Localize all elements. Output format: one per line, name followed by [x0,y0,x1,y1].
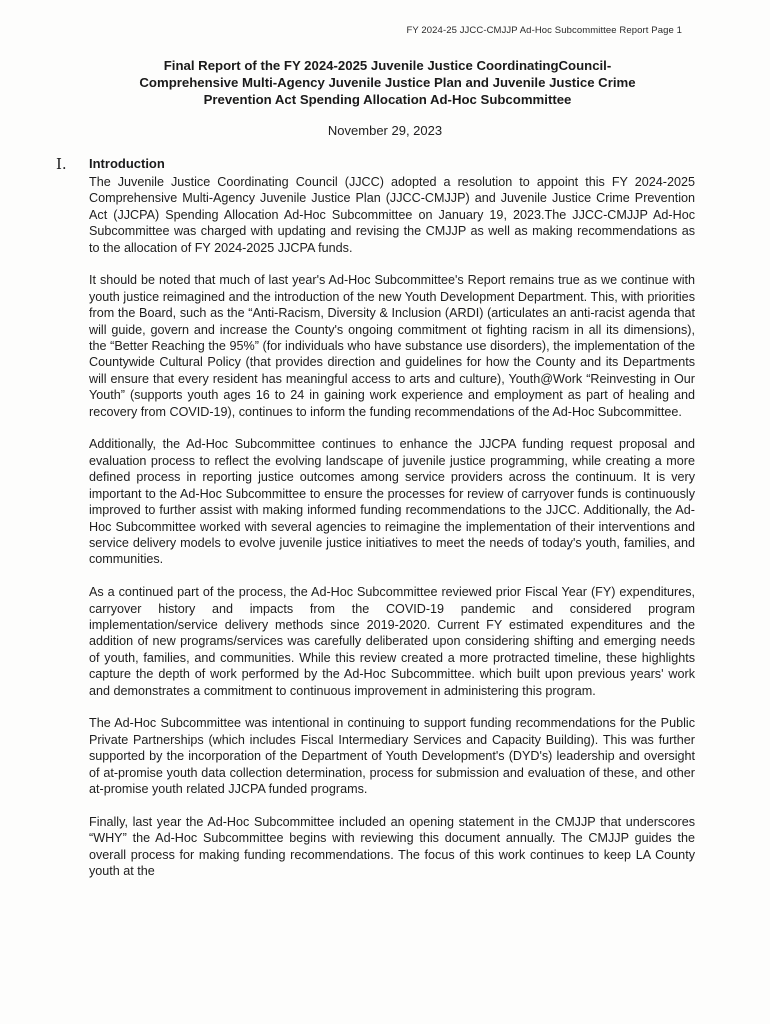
report-date: November 29, 2023 [327,123,443,138]
title-line-3: Prevention Act Spending Allocation Ad-Hoc Subcommittee [203,92,572,107]
section-numeral: I. [56,155,67,173]
paragraph: Additionally, the Ad-Hoc Subcommittee continues to enhance the JJCPA funding request proposal and evaluation process to reflect the evolving landscape of juvenile justice programming, while creating a more defined process in reporting justice outcomes among service providers across the continuum. It is very important to the Ad-Hoc Subcommittee to ensure the processes for review of carryover funds is continuously improved to further assist with making informed funding recommendations to the JJCC. Additionally, the Ad-Hoc Subcommittee worked with several agencies to reimagine the implementation of their interventions and service delivery models to evolve juvenile justice initiatives to meet the needs of today's youth, families, and communities. [89,437,695,567]
section-title: Introduction [89,156,165,171]
paragraph: The Juvenile Justice Coordinating Council (JJCC) adopted a resolution to appoint this FY 2024-2025 Comprehensive Multi-Agency Juvenile Justice Plan (JJCC-CMJJP) and Juvenile Justice Crime Prevention Act (JJCPA) Spending Allocation Ad-Hoc Subcommittee on January 19, 2023.The JJCC-CMJJP Ad-Hoc Subcommittee was charged with updating and revising the CMJJP as well as making recommendations as to the allocation of FY 2024-2025 JJCPA funds. [89,175,695,255]
paragraph: As a continued part of the process, the Ad-Hoc Subcommittee reviewed prior Fiscal Year (FY) expenditures, carryover history and impacts from the COVID-19 pandemic and considered program implementation/service delivery methods since 2019-2020. Current FY estimated expenditures and the addition of new programs/services was carefully deliberated upon considering shifting and emerging needs of youth, families, and communities. While this review created a more protracted timeline, these highlights capture the depth of work performed by the Ad-Hoc Subcommittee. which built upon previous years' work and demonstrates a commitment to continuous improvement in administering this program. [89,585,695,698]
report-title [100,57,675,108]
running-header: FY 2024-25 JJCC-CMJJP Ad-Hoc Subcommittee Report Page 1 [406,25,682,36]
title-line-1: Final Report of the FY 2024-2025 Juvenile Justice CoordinatingCouncil- [163,58,612,73]
paragraph: It should be noted that much of last year's Ad-Hoc Subcommittee's Report remains true as we continue with youth justice reimagined and the introduction of the new Youth Development Department. This, with priorities from the Board, such as the “Anti-Racism, Diversity & Inclusion (ARDI) (articulates an anti-racist agenda that will guide, govern and increase the County's ongoing commitment ot fighting racism in all its dimensions), the “Better Reaching the 95%” (for individuals who have substance use disorders), the implementation of the Countywide Cultural Policy (that provides direction and guidelines for how the County and its Departments will ensure that every resident has meaningful access to arts and culture), Youth@Work “Reinvesting in Our Youth” (supports youth ages 16 to 24 in gaining work experience and employment as part of healing and recovery from COVID-19), continues to inform the funding recommendations of the Ad-Hoc Subcommittee. [89,273,695,419]
title-line-2: Comprehensive Multi-Agency Juvenile Justice Plan and Juvenile Justice Crime [139,75,636,90]
paragraph: The Ad-Hoc Subcommittee was intentional in continuing to support funding recommendations for the Public Private Partnerships (which includes Fiscal Intermediary Services and Capacity Building). This was further supported by the incorporation of the Department of Youth Development's (DYD's) leadership and oversight of at-promise youth data collection determination, process for submission and evaluation of these, and other at-promise youth related JJCPA funded programs. [89,716,695,796]
paragraph: Finally, last year the Ad-Hoc Subcommittee included an opening statement in the CMJJP that underscores “WHY” the Ad-Hoc Subcommittee begins with reviewing this document annually. The CMJJP guides the overall process for making funding recommendations. The focus of this work continues to keep LA County youth at the [89,814,695,878]
body-text [89,174,695,896]
